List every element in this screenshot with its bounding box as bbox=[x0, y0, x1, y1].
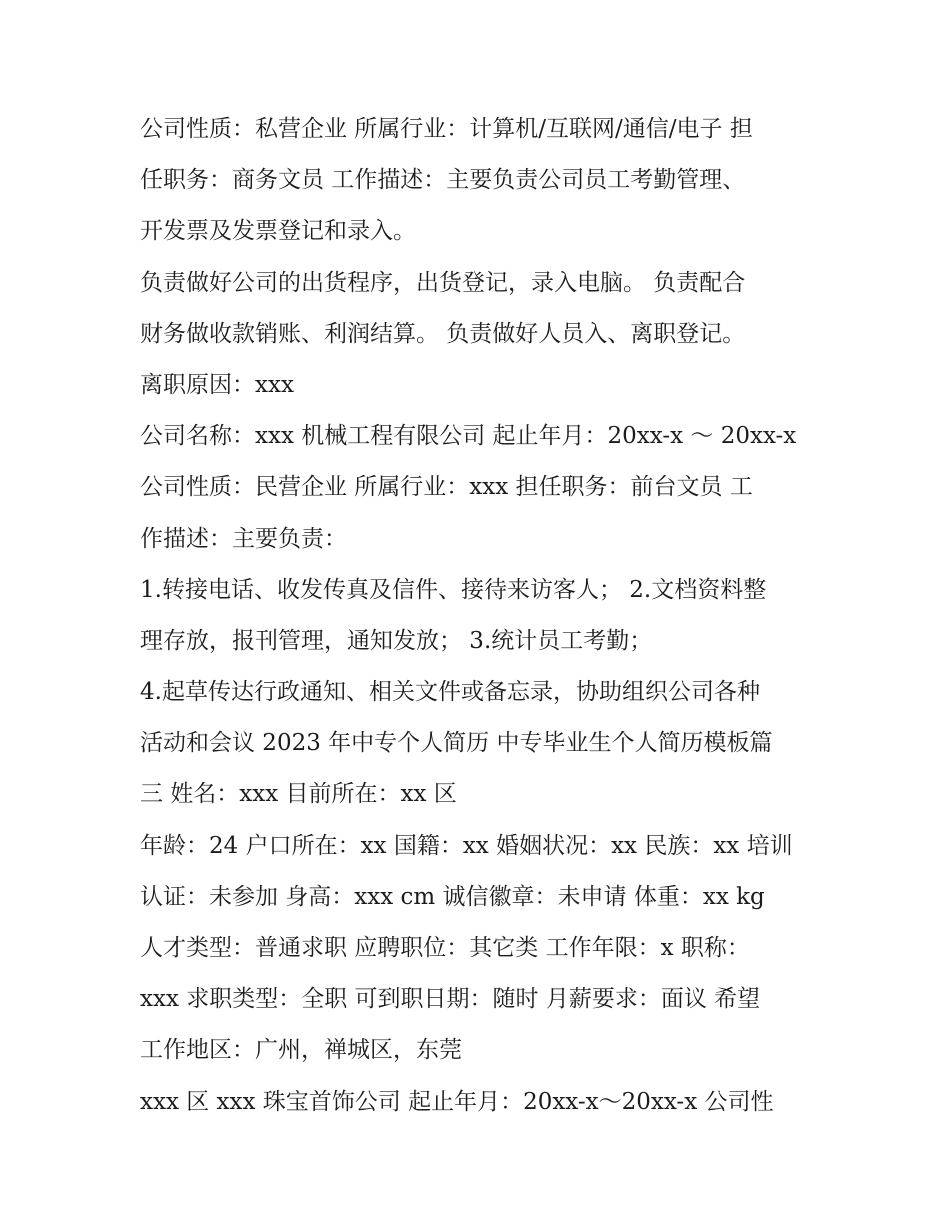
text-line: 离职原因：xxx bbox=[140, 371, 294, 398]
text-line: 理存放，报刊管理，通知发放； 3.统计员工考勤； bbox=[140, 627, 653, 654]
text-line: 活动和会议 2023 年中专个人简历 中专毕业生个人简历模板篇 bbox=[140, 730, 773, 757]
text-line: 公司性质：私营企业 所属行业：计算机/互联网/通信/电子 担 bbox=[140, 116, 753, 142]
text-line: 工作地区：广州，禅城区，东莞 bbox=[140, 1037, 462, 1064]
text-line: 开发票及发票登记和录入。 bbox=[140, 218, 416, 245]
text-line: 人才类型：普通求职 应聘职位：其它类 工作年限：x 职称： bbox=[140, 935, 750, 961]
text-line: xxx 求职类型：全职 可到职日期：随时 月薪要求：面议 希望 bbox=[140, 986, 761, 1013]
text-line: 负责做好公司的出货程序，出货登记，录入电脑。 负责配合 bbox=[140, 269, 746, 296]
text-line: 4.起草传达行政通知、相关文件或备忘录，协助组织公司各种 bbox=[140, 679, 760, 706]
text-line: 认证：未参加 身高：xxx cm 诚信徽章：未申请 体重：xx kg bbox=[140, 883, 765, 910]
text-line: 三 姓名：xxx 目前所在：xx 区 bbox=[140, 781, 457, 808]
text-line: 任职务：商务文员 工作描述：主要负责公司员工考勤管理、 bbox=[140, 167, 746, 194]
text-line: 年龄：24 户口所在：xx 国籍：xx 婚姻状况：xx 民族：xx 培训 bbox=[140, 832, 793, 859]
document-body bbox=[140, 104, 820, 1128]
text-line: 作描述：主要负责： bbox=[140, 525, 347, 552]
text-line: 财务做收款销账、利润结算。 负责做好人员入、离职登记。 bbox=[140, 320, 746, 347]
text-line: 1.转接电话、收发传真及信件、接待来访客人； 2.文档资料整 bbox=[140, 576, 767, 603]
text-line: 公司名称：xxx 机械工程有限公司 起止年月：20xx-x ～ 20xx-x bbox=[140, 423, 797, 450]
text-line: xxx 区 xxx 珠宝首饰公司 起止年月：20xx-x～20xx-x 公司性 bbox=[140, 1088, 774, 1115]
text-line: 公司性质：民营企业 所属行业：xxx 担任职务：前台文员 工 bbox=[140, 474, 753, 501]
